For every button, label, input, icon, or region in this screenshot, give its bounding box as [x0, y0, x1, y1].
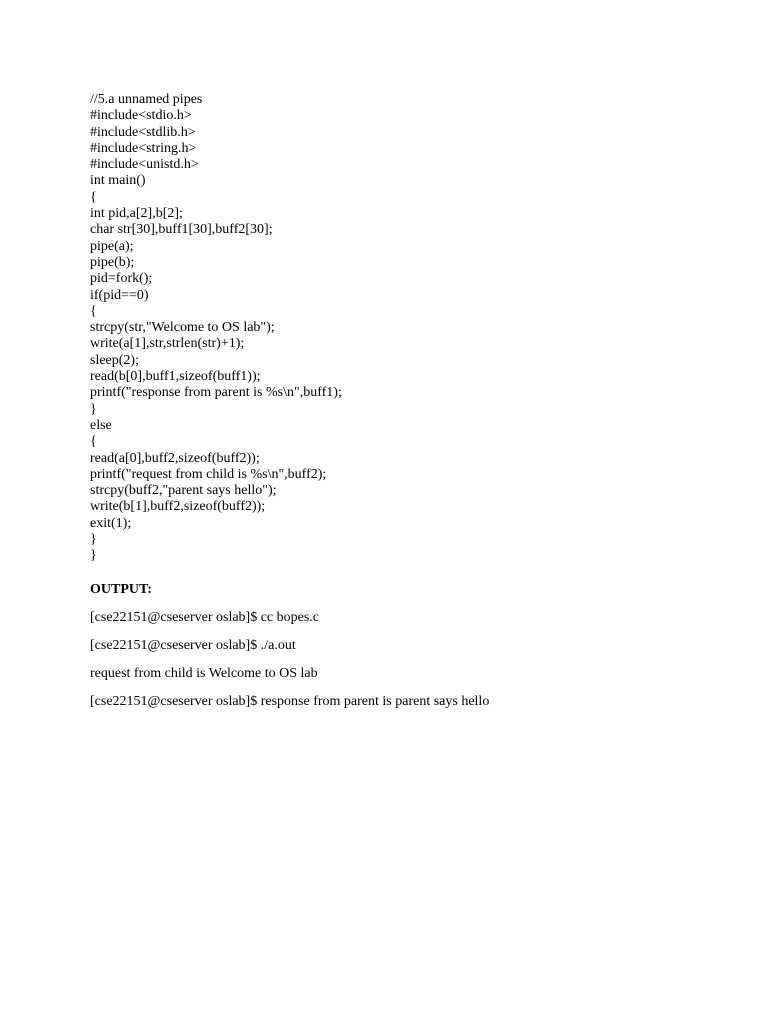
- code-line: //5.a unnamed pipes: [90, 92, 203, 107]
- code-line: exit(1);: [90, 515, 132, 531]
- output-line: request from child is Welcome to OS lab: [90, 665, 318, 681]
- code-line: {: [90, 434, 97, 450]
- code-line: strcpy(buff2,"parent says hello");: [90, 483, 277, 499]
- code-line: int pid,a[2],b[2];: [90, 206, 183, 222]
- code-line: sleep(2);: [90, 352, 139, 368]
- output-line: [cse22151@cseserver oslab]$ cc bopes.c: [90, 609, 320, 625]
- code-line: if(pid==0): [90, 287, 149, 303]
- code-line: #include<string.h>: [90, 140, 197, 156]
- output-line: [cse22151@cseserver oslab]$ ./a.out: [90, 637, 296, 653]
- code-line: pipe(b);: [90, 254, 135, 270]
- code-line: printf("request from child is %s\n",buff2);: [90, 466, 327, 482]
- code-line: #include<stdlib.h>: [90, 124, 196, 140]
- output-block: [90, 610, 710, 710]
- code-line: else: [90, 417, 112, 433]
- code-line: }: [90, 548, 97, 564]
- output-heading: OUTPUT:: [90, 581, 152, 597]
- code-line: #include<unistd.h>: [90, 157, 199, 173]
- code-line: {: [90, 189, 97, 205]
- code-line: printf("response from parent is %s\n",buff1);: [90, 385, 342, 401]
- code-line: write(a[1],str,strlen(str)+1);: [90, 336, 245, 352]
- document-content: [90, 92, 710, 710]
- code-line: read(b[0],buff1,sizeof(buff1));: [90, 369, 261, 385]
- code-line: }: [90, 401, 97, 417]
- code-line: int main(): [90, 173, 146, 189]
- code-block: [90, 92, 710, 565]
- code-line: pipe(a);: [90, 238, 134, 254]
- code-line: read(a[0],buff2,sizeof(buff2));: [90, 450, 260, 466]
- code-line: char str[30],buff1[30],buff2[30];: [90, 222, 273, 238]
- code-line: }: [90, 532, 97, 548]
- code-line: write(b[1],buff2,sizeof(buff2));: [90, 499, 266, 515]
- code-line: {: [90, 303, 97, 319]
- code-line: pid=fork();: [90, 271, 153, 287]
- code-line: strcpy(str,"Welcome to OS lab");: [90, 320, 275, 336]
- output-line: [cse22151@cseserver oslab]$ response from parent is parent says hello: [90, 693, 490, 709]
- code-line: #include<stdio.h>: [90, 108, 192, 124]
